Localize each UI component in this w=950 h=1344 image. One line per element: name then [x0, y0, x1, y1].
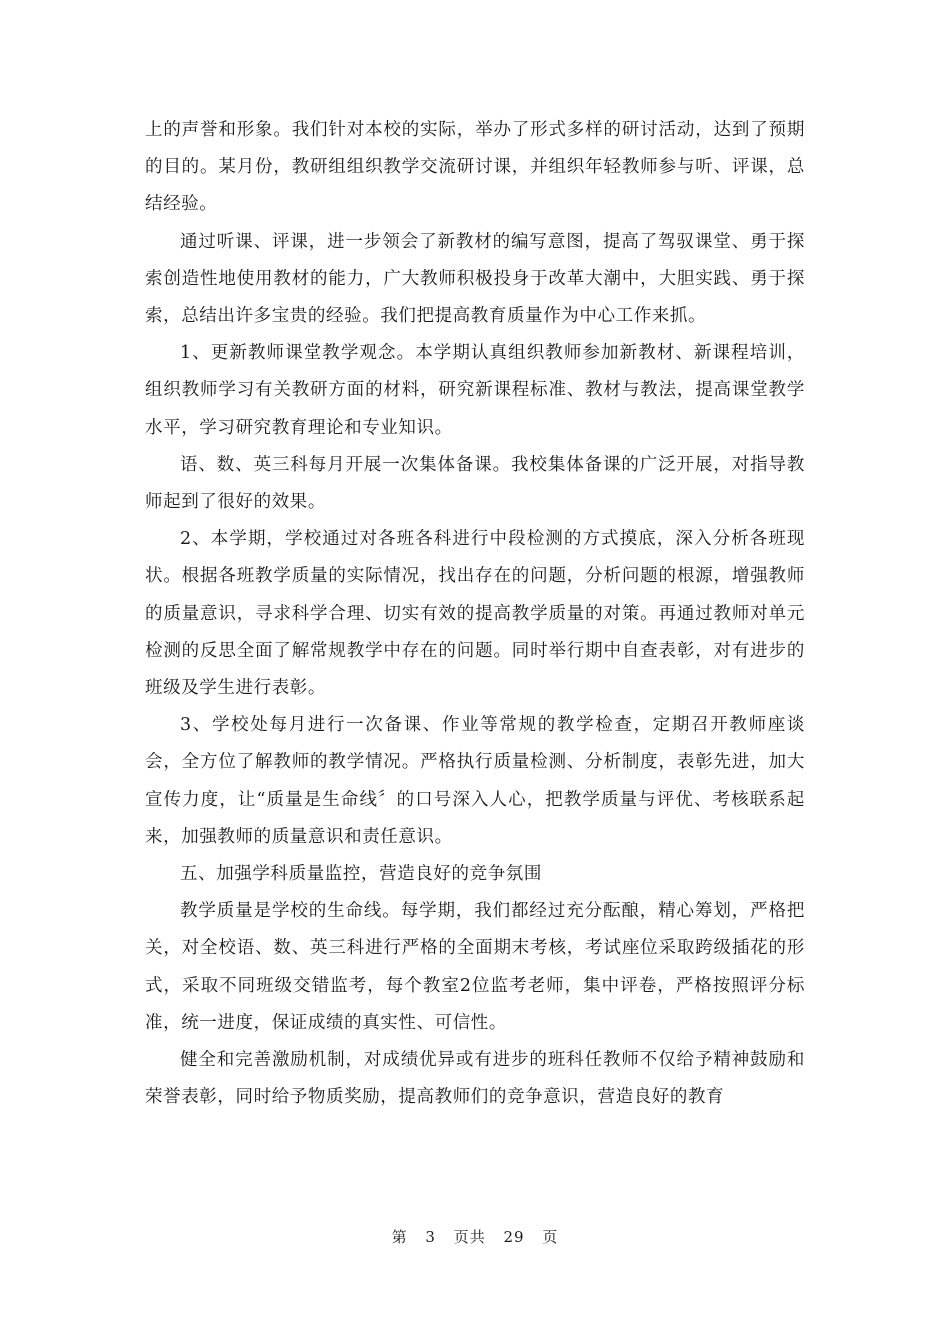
paragraph: 上的声誉和形象。我们针对本校的实际，举办了形式多样的研讨活动，达到了预期的目的。某月份，教研组组织教学交流研讨课，并组织年轻教师参与听、评课，总结经验。	[145, 120, 805, 215]
paragraph: 1、更新教师课堂教学观念。本学期认真组织教师参加新教材、新课程培训，组织教师学习有关教研方面的材料，研究新课程标准、教材与教法，提高课堂教学水平，学习研究教育理论和专业知识。	[145, 343, 805, 438]
paragraph: 教学质量是学校的生命线。每学期，我们都经过充分酝酿，精心筹划，严格把关，对全校语、数、英三科进行严格的全面期末考核，考试座位采取跨级插花的形式，采取不同班级交错监考，每个教室2位监考老师，集中评卷，严格按照评分标准，统一进度，保证成绩的真实性、可信性。	[145, 901, 805, 1033]
paragraph: 健全和完善激励机制，对成绩优异或有进步的班科任教师不仅给予精神鼓励和荣誉表彰，同时给予物质奖励，提高教师们的竞争意识，营造良好的教育	[145, 1050, 805, 1108]
paragraph: 通过听课、评课，进一步领会了新教材的编写意图，提高了驾驭课堂、勇于探索创造性地使用教材的能力，广大教师积极投身于改革大潮中，大胆实践、勇于探索，总结出许多宝贵的经验。我们把提高教育质量作为中心工作来抓。	[145, 231, 805, 327]
document-body	[145, 112, 805, 1116]
footer-label-end: 页	[542, 1228, 559, 1246]
paragraph: 2、本学期，学校通过对各班各科进行中段检测的方式摸底，深入分析各班现状。根据各班教学质量的实际情况，找出存在的问题，分析问题的根源，增强教师的质量意识，寻求科学合理、切实有效的提高教学质量的对策。再通过教师对单元检测的反思全面了解常规教学中存在的问题。同时举行期中自查表彰，对有进步的班级及学生进行表彰。	[145, 529, 805, 699]
current-page-number: 3	[425, 1228, 436, 1246]
footer-label-of: 页共	[453, 1228, 486, 1246]
paragraph: 语、数、英三科每月开展一次集体备课。我校集体备课的广泛开展，对指导教师起到了很好的效果。	[145, 454, 805, 513]
paragraph: 3、学校处每月进行一次备课、作业等常规的教学检查，定期召开教师座谈会，全方位了解教师的教学情况。严格执行质量检测、分析制度，表彰先进，加大宣传力度，让“质量是生命线〞的口号深入人心，把教学质量与评优、考核联系起来，加强教师的质量意识和责任意识。	[145, 715, 805, 847]
total-page-count: 29	[503, 1228, 525, 1246]
section-heading: 五、加强学科质量监控，营造良好的竞争氛围	[180, 864, 542, 885]
footer-label-page: 第	[391, 1228, 408, 1246]
page-footer	[0, 1226, 950, 1247]
